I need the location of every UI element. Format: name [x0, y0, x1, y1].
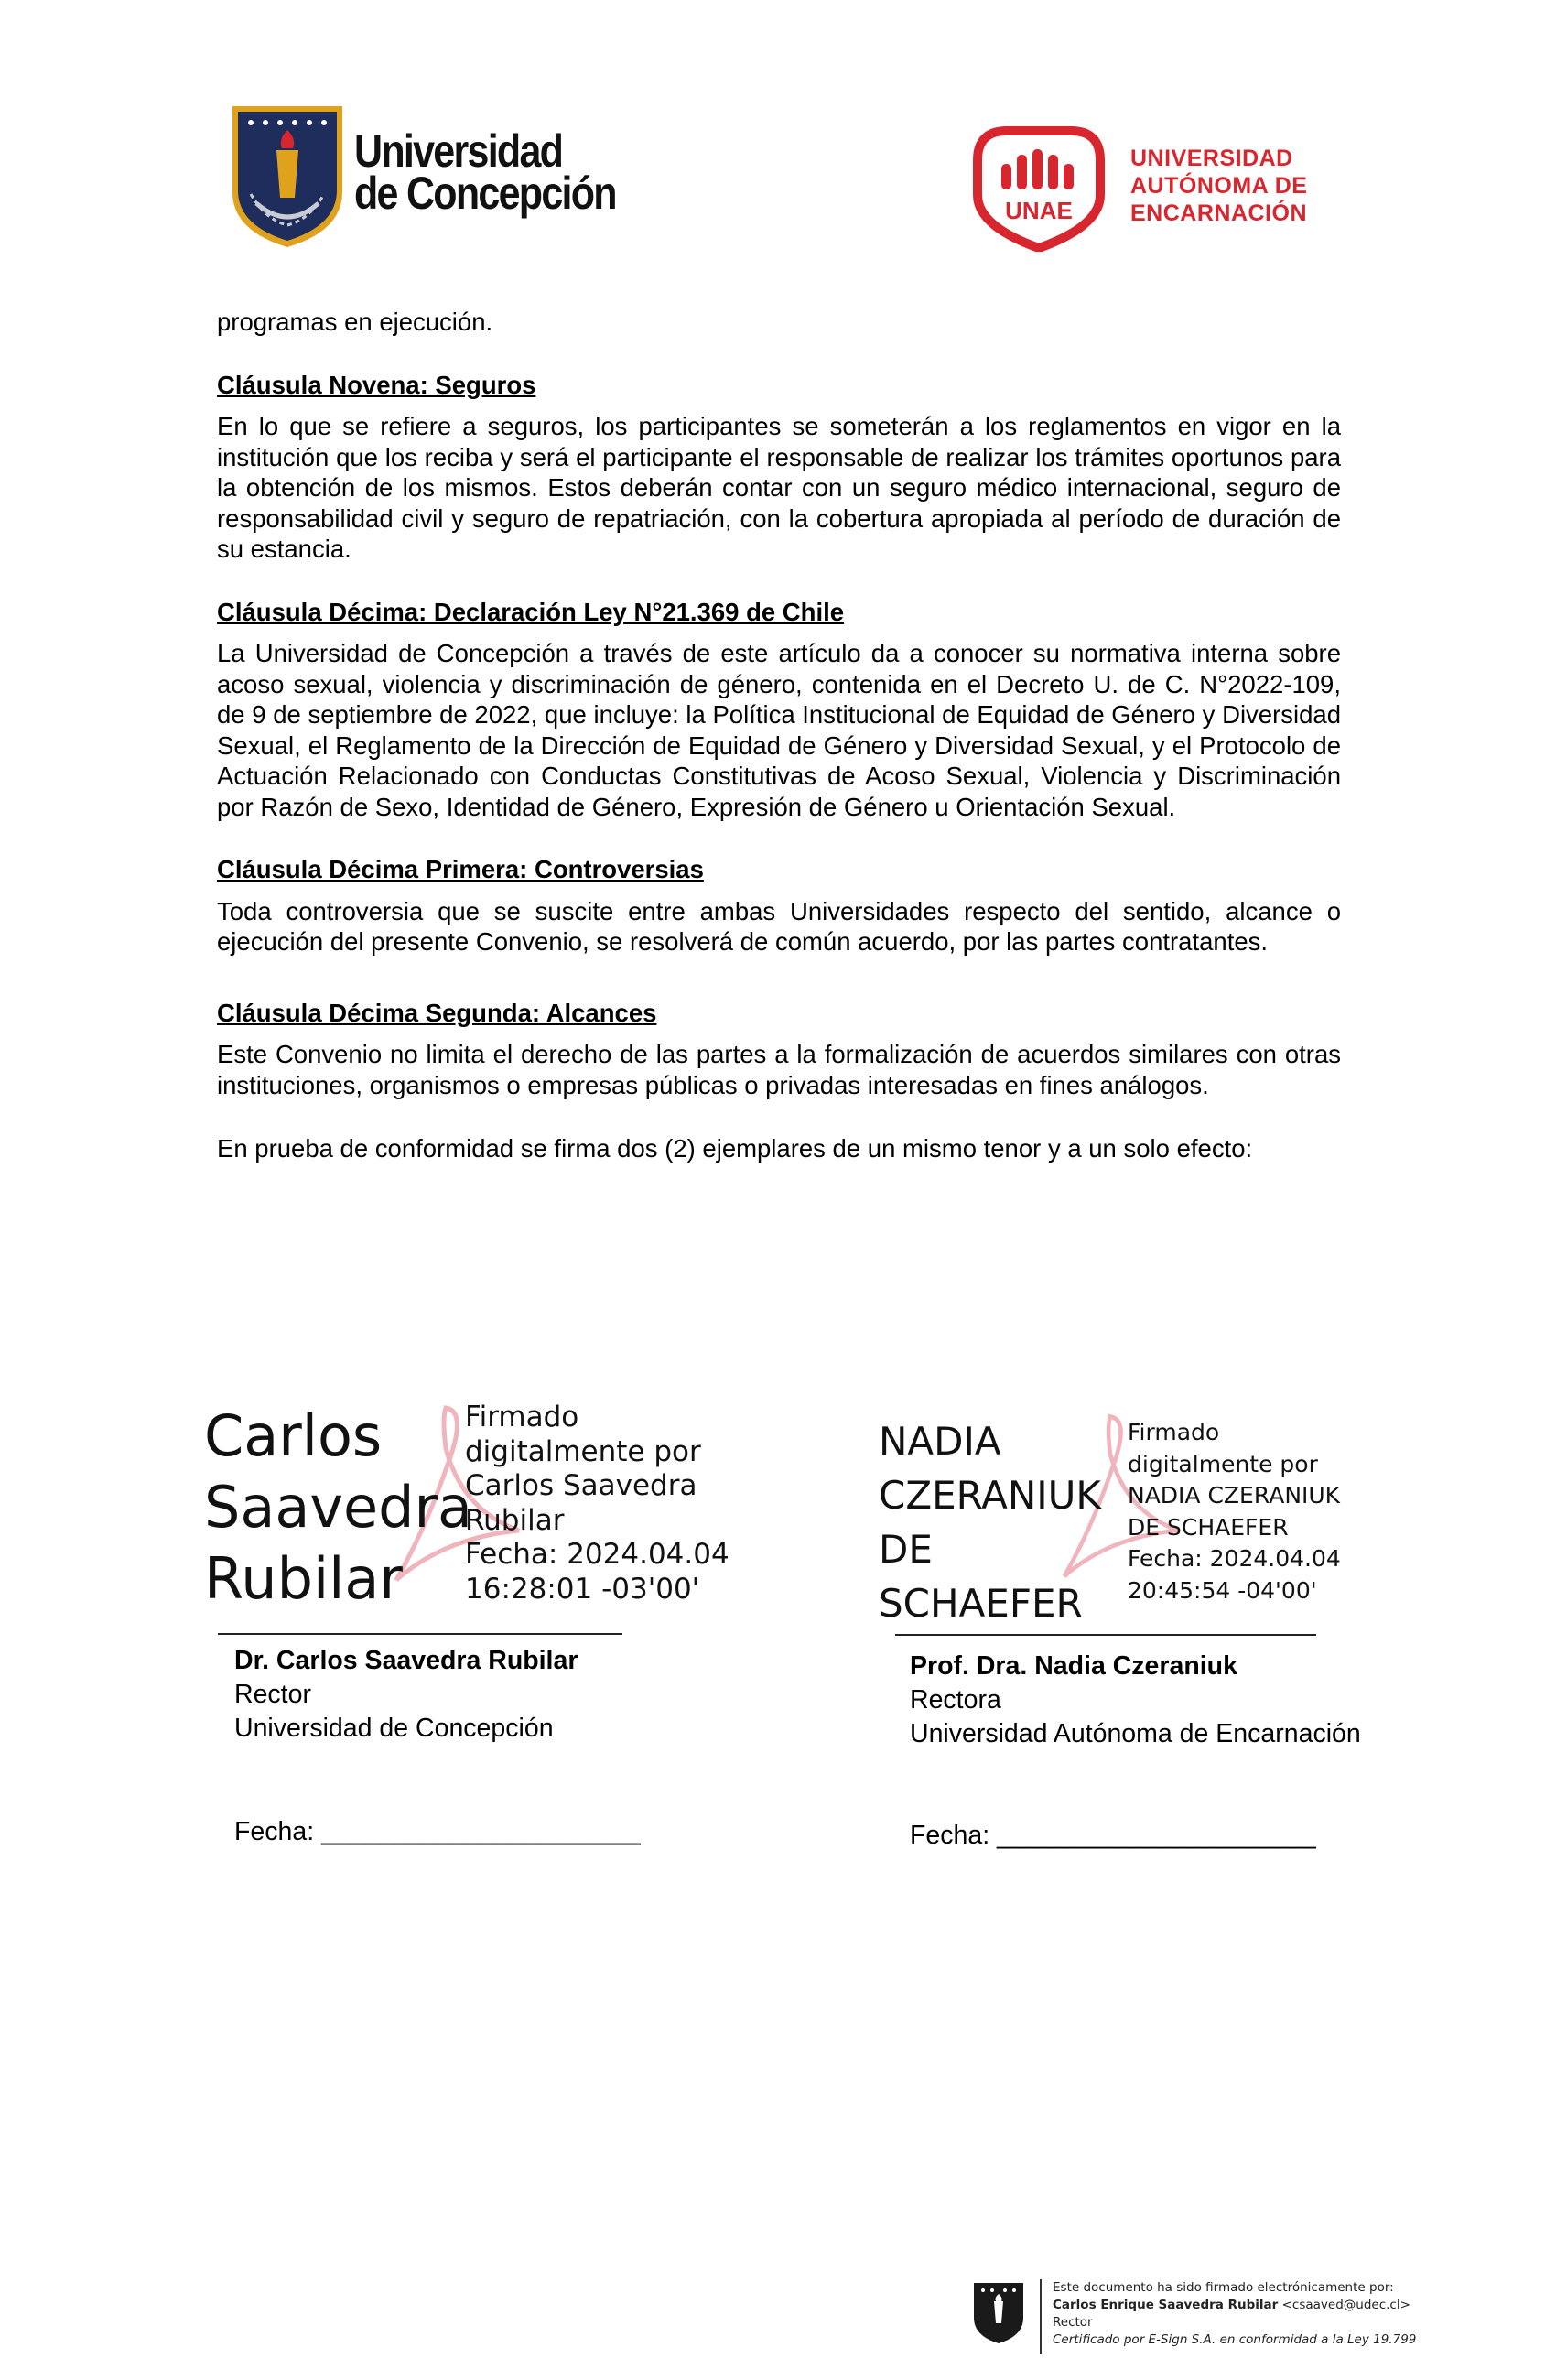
esign-footer: [972, 2279, 1485, 2362]
clause-9-text: En lo que se refiere a seguros, los participantes se someterán a los reglamentos en vigor en la institución que los reciba y será el participante el responsable de realizar los trámites oportunos para la obtención de los mismos. Estos deberán contar con un seguro médico internacional, seguro de responsabilidad civil y seguro de repatriación, con la cobertura apropiada al período de duración de su estancia.: [217, 412, 1341, 563]
footer-signer-line: [1053, 2297, 1416, 2314]
clause-12-heading: Cláusula Décima Segunda: Alcances: [217, 998, 657, 1027]
signature-stamp-details: Firmado digitalmente por Carlos Saavedra Rubilar Fecha: 2024.04.04 16:28:01 -03'00': [465, 1401, 729, 1606]
signatory-role: Rector: [234, 1680, 311, 1709]
signature-stamp-name: Carlos Saavedra Rubilar: [204, 1402, 473, 1612]
footer-divider: [1040, 2279, 1042, 2354]
signatory-details: [910, 1650, 1361, 1751]
footer-signer: Carlos Enrique Saavedra Rubilar: [1053, 2298, 1279, 2312]
signatory-institution: Universidad de Concepción: [234, 1714, 554, 1743]
clause-11-heading: Cláusula Décima Primera: Controversias: [217, 855, 704, 883]
signatory-details: [234, 1644, 578, 1746]
signatory-institution: Universidad Autónoma de Encarnación: [910, 1719, 1361, 1748]
document-body: [217, 307, 1341, 1164]
signatory-role: Rectora: [910, 1685, 1001, 1715]
signature-date-field: Fecha: ______________________: [234, 1817, 641, 1846]
unae-shield-icon: [970, 124, 1108, 252]
clause-10-text: La Universidad de Concepción a través de este artículo da a conocer su normativa interna sobre acoso sexual, violencia y discriminación de género, contenida en el Decreto U. de C. N°2022-109, de 9 de septiembre de 2022, que incluye: la Política Institucional de Equidad de Género y Diversidad Sexual, el Reglamento de la Dirección de Equidad de Género y Diversidad Sexual, y el Protocolo de Actuación Relacionado con Conductas Constitutivas de Acoso Sexual, Violencia y Discriminación por Razón de Sexo, Identidad de Género, Expresión de Género u Orientación Sexual.: [217, 639, 1341, 821]
footer-text: [1053, 2279, 1416, 2349]
udec-logo: [229, 103, 616, 258]
unae-logo: [970, 124, 1336, 261]
clause-10-heading: Cláusula Décima: Declaración Ley N°21.369 de Chile: [217, 597, 845, 626]
signature-date-field: Fecha: ______________________: [910, 1821, 1316, 1850]
udec-logo-name: Universidad de Concepción: [354, 125, 616, 219]
unae-logo-mark: UNAE: [1005, 197, 1073, 224]
intro-line: programas en ejecución.: [217, 308, 493, 336]
signature-stamp-name: NADIA CZERANIUK DE SCHAEFER: [879, 1419, 1101, 1626]
clause-9-heading: Cláusula Novena: Seguros: [217, 370, 536, 399]
unae-logo-name: UNIVERSIDAD AUTÓNOMA DE ENCARNACIÓN: [1130, 146, 1308, 226]
signature-line: [218, 1633, 622, 1635]
signatory-name: Dr. Carlos Saavedra Rubilar: [234, 1646, 578, 1675]
signature-stamp-details: Firmado digitalmente por NADIA CZERANIUK DE SCHAEFER Fecha: 2024.04.04 20:45:54 -04'00': [1128, 1419, 1341, 1604]
udec-shield-small-icon: [972, 2281, 1025, 2345]
footer-role: Rector: [1053, 2315, 1093, 2330]
signatory-name: Prof. Dra. Nadia Czeraniuk: [910, 1651, 1237, 1681]
footer-email: <csaaved@udec.cl>: [1281, 2298, 1410, 2312]
signature-line: [895, 1634, 1316, 1636]
clause-12-text: Este Convenio no limita el derecho de las partes a la formalización de acuerdos similares con otras instituciones, organismos o empresas públicas o privadas interesadas en fines análogos.: [217, 1040, 1341, 1099]
udec-shield-icon: [229, 103, 346, 251]
footer-line-1: Este documento ha sido firmado electrónicamente por:: [1053, 2280, 1394, 2295]
footer-certified: Certificado por E-Sign S.A. en conformidad a la Ley 19.799: [1053, 2332, 1417, 2347]
closing-text: En prueba de conformidad se firma dos (2) ejemplares de un mismo tenor y a un solo efecto:: [217, 1134, 1253, 1163]
clause-11-text: Toda controversia que se suscite entre ambas Universidades respecto del sentido, alcance o ejecución del presente Convenio, se resolverá de común acuerdo, por las partes contratantes.: [217, 896, 1341, 956]
